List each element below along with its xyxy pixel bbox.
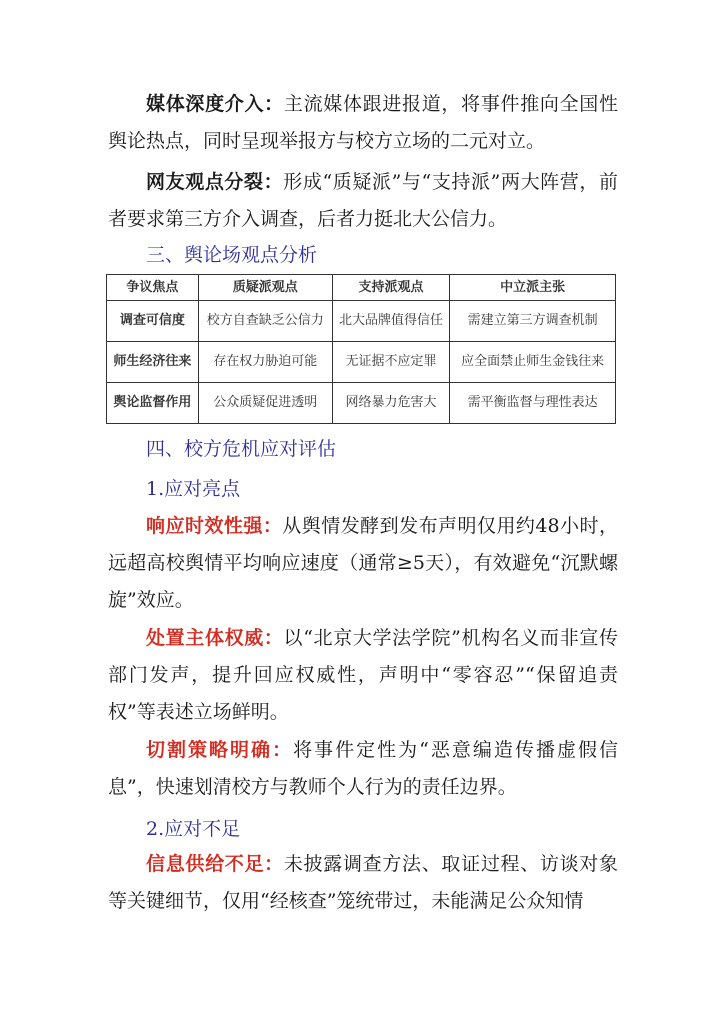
table-cell: 北大品牌值得信任 — [332, 301, 450, 342]
paragraph-lead: 处置主体权威： — [146, 627, 284, 649]
paragraph-media — [108, 86, 618, 160]
section-heading-3: 三、舆论场观点分析 — [146, 244, 318, 266]
table-row-head: 师生经济往来 — [107, 342, 199, 383]
paragraph-lead: 信息供给不足： — [146, 853, 284, 875]
paragraph-lead: 响应时效性强： — [146, 515, 283, 537]
table-header-row — [107, 275, 616, 301]
table-cell: 网络暴力危害大 — [332, 383, 450, 424]
table-cell: 无证据不应定罪 — [332, 342, 450, 383]
paragraph-lead: 媒体深度介入： — [146, 93, 284, 115]
table-cell: 应全面禁止师生金钱往来 — [450, 342, 616, 383]
table-row — [107, 301, 616, 342]
opinion-table — [106, 274, 616, 424]
paragraph-lead: 网友观点分裂： — [146, 171, 284, 193]
subheading-shortcomings: 2.应对不足 — [146, 818, 241, 840]
table-row — [107, 342, 616, 383]
paragraph-lead: 切割策略明确： — [146, 739, 294, 761]
subheading-highlights: 1.应对亮点 — [146, 478, 241, 500]
section-heading-4: 四、校方危机应对评估 — [146, 438, 337, 460]
table-cell: 公众质疑促进透明 — [198, 383, 332, 424]
paragraph-authority — [108, 620, 618, 731]
table-cell: 需建立第三方调查机制 — [450, 301, 616, 342]
table-header-cell: 支持派观点 — [332, 275, 450, 301]
paragraph-text: 未披露调查方法、取证过程、访谈对象等关键细节，仅用“经核查”笼统带过，未能满足公众知情 — [108, 853, 618, 912]
table-cell: 需平衡监督与理性表达 — [450, 383, 616, 424]
table-header-cell: 中立派主张 — [450, 275, 616, 301]
paragraph-info-supply — [108, 846, 618, 920]
table-row — [107, 383, 616, 424]
paragraph-text: 主流媒体跟进报道，将事件推向全国性舆论热点，同时呈现举报方与校方立场的二元对立。 — [108, 93, 618, 152]
paragraph-response-speed — [108, 508, 618, 619]
table-header-cell: 质疑派观点 — [198, 275, 332, 301]
paragraph-text: 形成“质疑派”与“支持派”两大阵营，前者要求第三方介入调查，后者力挺北大公信力。 — [108, 171, 618, 230]
paragraph-text: 以“北京大学法学院”机构名义而非宣传部门发声，提升回应权威性，声明中“零容忍”“保留追责权”等表述立场鲜明。 — [108, 627, 618, 723]
table-cell: 存在权力胁迫可能 — [198, 342, 332, 383]
paragraph-text: 从舆情发酵到发布声明仅用约48小时，远超高校舆情平均响应速度（通常≥5天），有效避免“沉默螺旋”效应。 — [108, 515, 618, 611]
table-row-head: 调查可信度 — [107, 301, 199, 342]
table-header-cell: 争议焦点 — [107, 275, 199, 301]
paragraph-text: 将事件定性为“恶意编造传播虚假信息”，快速划清校方与教师个人行为的责任边界。 — [108, 739, 618, 798]
paragraph-separation — [108, 732, 618, 806]
table-row-head: 舆论监督作用 — [107, 383, 199, 424]
paragraph-netizens — [108, 164, 618, 238]
table-cell: 校方自查缺乏公信力 — [198, 301, 332, 342]
